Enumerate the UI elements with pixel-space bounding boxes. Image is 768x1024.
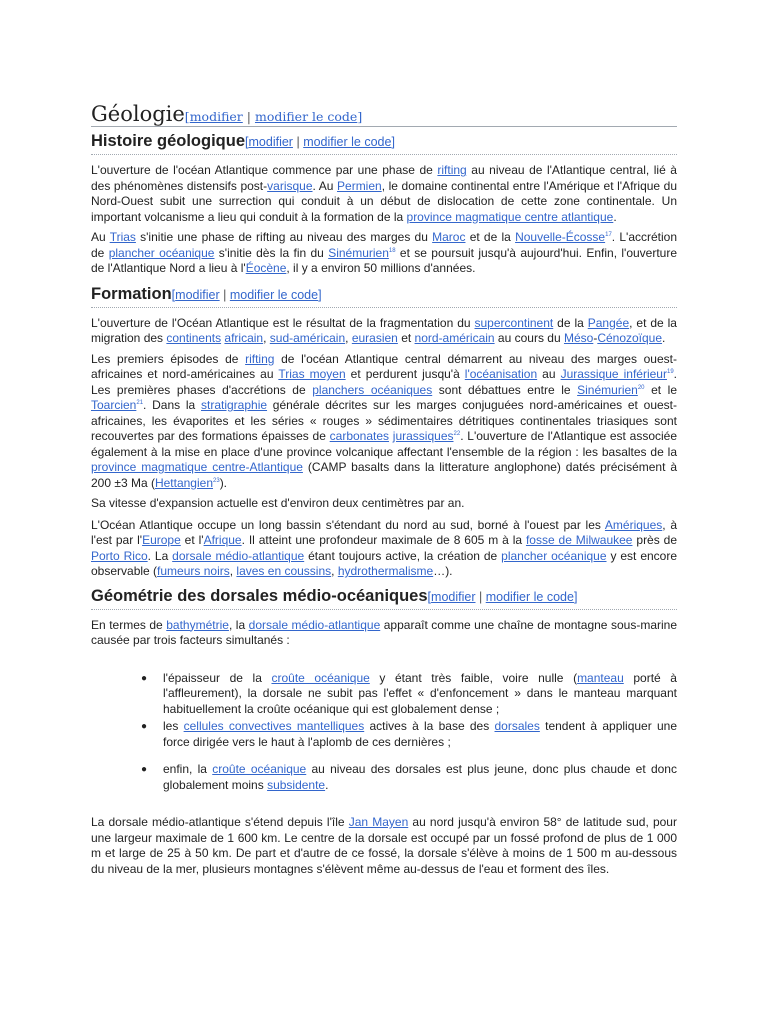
link-toarcien[interactable]: Toarcien (91, 398, 137, 412)
link-dorsale[interactable]: dorsale médio-atlantique (172, 548, 305, 563)
link-carbonates[interactable]: carbonates (329, 429, 390, 443)
ref-18[interactable]: 18 (388, 247, 396, 254)
link-jurassique-inferieur[interactable]: Jurassique inférieur (560, 367, 667, 381)
link-fumeurs-noirs[interactable]: fumeurs noirs (157, 564, 230, 578)
modifier-link[interactable]: modifier (189, 109, 243, 124)
heading-formation-title: Formation (91, 284, 172, 303)
list-item: ● les cellules convectives mantelliques actives à la base des dorsales tendent à appliquer une force dirigée vers le haut à l'aplomb de ces dernières ; (141, 719, 677, 749)
link-rifting[interactable]: rifting (245, 351, 275, 366)
paragraph-formation-2: Les premiers épisodes de rifting de l'océan Atlantique central démarrent au niveau des marges ouest-africaines et nord-américaines au Trias moyen et perdurent jusqu'à l'océanisation au Jurassique inférieur$^{19}$. Les premières phases d'accrétions de planchers océaniques sont débattues entre le Sinémurien$^{20}$ et le Toarcien$^{21}$. Dans la stratigraphie générale décrites sur les marges conjuguées nord-américaines et ouest-africaines, les évaporites et les séries « rouges » sédimentaires détritiques continentales triasiques sont recouvertes par des formations épaisses de carbonates jurassiques$^{22}$. L'ouverture de l'Atlantique est associée également à la mise en place d'une province volcanique affectant l'ensemble de la région : les basaltes de la province magmatique centre-Atlantique (CAMP basalts dans la litterature anglophone) datés précisément à 200 ±3 Ma (Hettangien$^{23}$). (91, 351, 678, 490)
edit-section-links: [modifier | modifier le code] (171, 287, 322, 302)
link-nouvelle-ecosse[interactable]: Nouvelle-Écosse (515, 230, 606, 244)
link-trias-moyen[interactable]: Trias moyen (278, 367, 346, 381)
paragraph-geometrie-outro: La dorsale médio-atlantique s'étend depuis l'île Jan Mayen au nord jusqu'à environ 58° de latitude sud, pour une largeur maximale de 1 600 km. Le centre de la dorsale est occupé par un fossé profond de plus de 1 000 m et large de 25 à 50 km. De part et d'autre de ce fossé, la dorsale s'élève à moins de 1 500 m au-dessous du niveau de la mer, plusieurs montagnes s'élèvent même au-dessus de l'eau et forment des îles. (91, 815, 677, 876)
ref-23[interactable]: 23 (213, 477, 220, 484)
link-meso[interactable]: Méso (563, 331, 594, 345)
link-subsidente[interactable]: subsidente (267, 777, 326, 792)
paragraph-formation-1: L'ouverture de l'Océan Atlantique est le résultat de la fragmentation du supercontinent de la Pangée, et de la migration des continents africain, sud-américain, eurasien et nord-américain au cours du Méso-Cénozoïque. (91, 315, 677, 345)
bullet-icon: ● (141, 721, 148, 732)
modifier-code-link[interactable]: modifier le code (254, 109, 358, 124)
link-eurasien[interactable]: eurasien (351, 331, 398, 345)
link-dorsale[interactable]: dorsale médio-atlantique (248, 617, 381, 632)
link-rifting[interactable]: rifting (437, 163, 467, 177)
ref-19[interactable]: 19 (666, 369, 674, 375)
heading-geologie-title: Géologie (91, 102, 185, 126)
link-plancher-oceanique[interactable]: plancher océanique (501, 548, 607, 563)
ref-17[interactable]: 17 (605, 232, 612, 238)
heading-geologie (91, 100, 677, 127)
paragraph-histoire-1: L'ouverture de l'océan Atlantique commence par une phase de rifting au niveau de l'Atlantique central, lié à des phénomènes distensifs post-varisque. Au Permien, le domaine continental entre l'Amérique et l'Afrique du Nord-Ouest subit une surrection qui conduit à un début de dislocation de cette zone continentale. Un important volcanisme a lieu qui conduit à la formation de la province magmatique centre atlantique. (91, 163, 678, 224)
list-item: ● l'épaisseur de la croûte océanique y étant très faible, voire nulle (manteau porté à l'affleurement), la dorsale ne subit pas l'effet « d'enfoncement » dans le manteau marquant habituellement la croûte océanique qui est globalement dense ; (141, 670, 677, 716)
link-africain[interactable]: africain (224, 331, 264, 345)
link-maroc[interactable]: Maroc (432, 230, 466, 244)
bullet-icon: ● (141, 672, 148, 684)
link-plancher-oceanique[interactable]: plancher océanique (108, 245, 215, 260)
heading-formation (91, 282, 677, 308)
link-dorsales[interactable]: dorsales (494, 719, 540, 733)
link-croute-oceanique[interactable]: croûte océanique (271, 670, 370, 685)
factors-list (91, 671, 677, 794)
link-laves-coussins[interactable]: laves en coussins (236, 564, 332, 578)
modifier-link[interactable]: modifier (248, 135, 293, 149)
list-item: ● enfin, la croûte océanique au niveau des dorsales est plus jeune, donc plus chaude et donc globalement moins subsidente. (141, 762, 677, 792)
link-oceanisation[interactable]: l'océanisation (464, 367, 538, 381)
modifier-link[interactable]: modifier (175, 287, 220, 302)
paragraph-geometrie-intro: En termes de bathymétrie, la dorsale médio-atlantique apparaît comme une chaîne de montagne sous-marine causée par trois facteurs simultanés : (91, 617, 678, 647)
edit-section-links: [modifier | modifier le code] (427, 589, 578, 604)
link-jan-mayen[interactable]: Jan Mayen (348, 815, 409, 829)
link-supercontinent[interactable]: supercontinent (474, 315, 554, 330)
link-stratigraphie[interactable]: stratigraphie (201, 398, 268, 412)
link-croute-oceanique[interactable]: croûte océanique (212, 762, 307, 776)
link-sud-americain[interactable]: sud-américain (269, 331, 346, 345)
link-europe[interactable]: Europe (142, 533, 181, 547)
link-cellules-convectives[interactable]: cellules convectives mantelliques (183, 719, 365, 733)
link-jurassiques[interactable]: jurassiques (392, 429, 454, 443)
modifier-code-link[interactable]: modifier le code (303, 135, 392, 149)
link-sinemurien[interactable]: Sinémurien (577, 382, 638, 397)
link-trias[interactable]: Trias (109, 230, 136, 244)
ref-21[interactable]: 21 (136, 400, 144, 406)
ref-22[interactable]: 22 (453, 431, 461, 437)
link-eocene[interactable]: Éocène (245, 261, 287, 275)
heading-geometrie (91, 584, 677, 610)
link-hettangien[interactable]: Hettangien (154, 475, 213, 490)
modifier-code-link[interactable]: modifier le code (485, 589, 574, 604)
article-content (91, 100, 677, 877)
heading-geometrie-title: Géométrie des dorsales médio-océaniques (91, 586, 428, 605)
link-hydrothermalisme[interactable]: hydrothermalisme (337, 564, 434, 578)
heading-histoire (91, 129, 677, 155)
link-sinemurien[interactable]: Sinémurien (328, 245, 389, 260)
link-ameriques[interactable]: Amériques (604, 517, 663, 532)
link-porto-rico[interactable]: Porto Rico (91, 548, 148, 563)
link-permien[interactable]: Permien (337, 178, 382, 193)
heading-histoire-title: Histoire géologique (91, 132, 246, 150)
link-afrique[interactable]: Afrique (203, 533, 242, 547)
link-bathymetrie[interactable]: bathymétrie (166, 617, 229, 632)
edit-section-links: [modifier | modifier le code] (184, 109, 363, 124)
modifier-code-link[interactable]: modifier le code (229, 287, 319, 302)
link-pangee[interactable]: Pangée (587, 315, 630, 330)
paragraph-formation-4: L'Océan Atlantique occupe un long bassin s'étendant du nord au sud, borné à l'ouest par les Amériques, à l'est par l'Europe et l'Afrique. Il atteint une profondeur maximale de 8 605 m à la fosse de Milwaukee près de Porto Rico. La dorsale médio-atlantique étant toujours active, la création de plancher océanique y est encore observable (fumeurs noirs, laves en coussins, hydrothermalisme…). (91, 517, 678, 578)
edit-section-links: [modifier | modifier le code] (245, 135, 395, 149)
link-planchers-oceaniques[interactable]: planchers océaniques (312, 382, 433, 397)
modifier-link[interactable]: modifier (431, 589, 476, 604)
link-fosse-milwaukee[interactable]: fosse de Milwaukee (525, 533, 633, 547)
ref-20[interactable]: 20 (637, 384, 645, 391)
link-nord-americain[interactable]: nord-américain (414, 331, 495, 345)
link-manteau[interactable]: manteau (577, 670, 624, 685)
link-varisque[interactable]: varisque (267, 178, 313, 193)
link-cenozoique[interactable]: Cénozoïque (597, 331, 663, 345)
paragraph-formation-3: Sa vitesse d'expansion actuelle est d'environ deux centimètres par an. (91, 496, 465, 510)
bullet-icon: ● (141, 764, 148, 775)
paragraph-histoire-2: Au Trias s'initie une phase de rifting au niveau des marges du Maroc et de la Nouvelle-Écosse$^{17}$. L'accrétion de plancher océanique s'initie dès la fin du Sinémurien$^{18}$ et se poursuit jusqu'à aujourd'hui. Enfin, l'ouverture de l'Atlantique Nord a lieu à l'Éocène, il y a environ 50 millions d'années. (91, 230, 678, 275)
link-continents[interactable]: continents (166, 331, 222, 345)
link-camp[interactable]: province magmatique centre atlantique (406, 209, 614, 224)
link-camp[interactable]: province magmatique centre-Atlantique (91, 460, 303, 474)
